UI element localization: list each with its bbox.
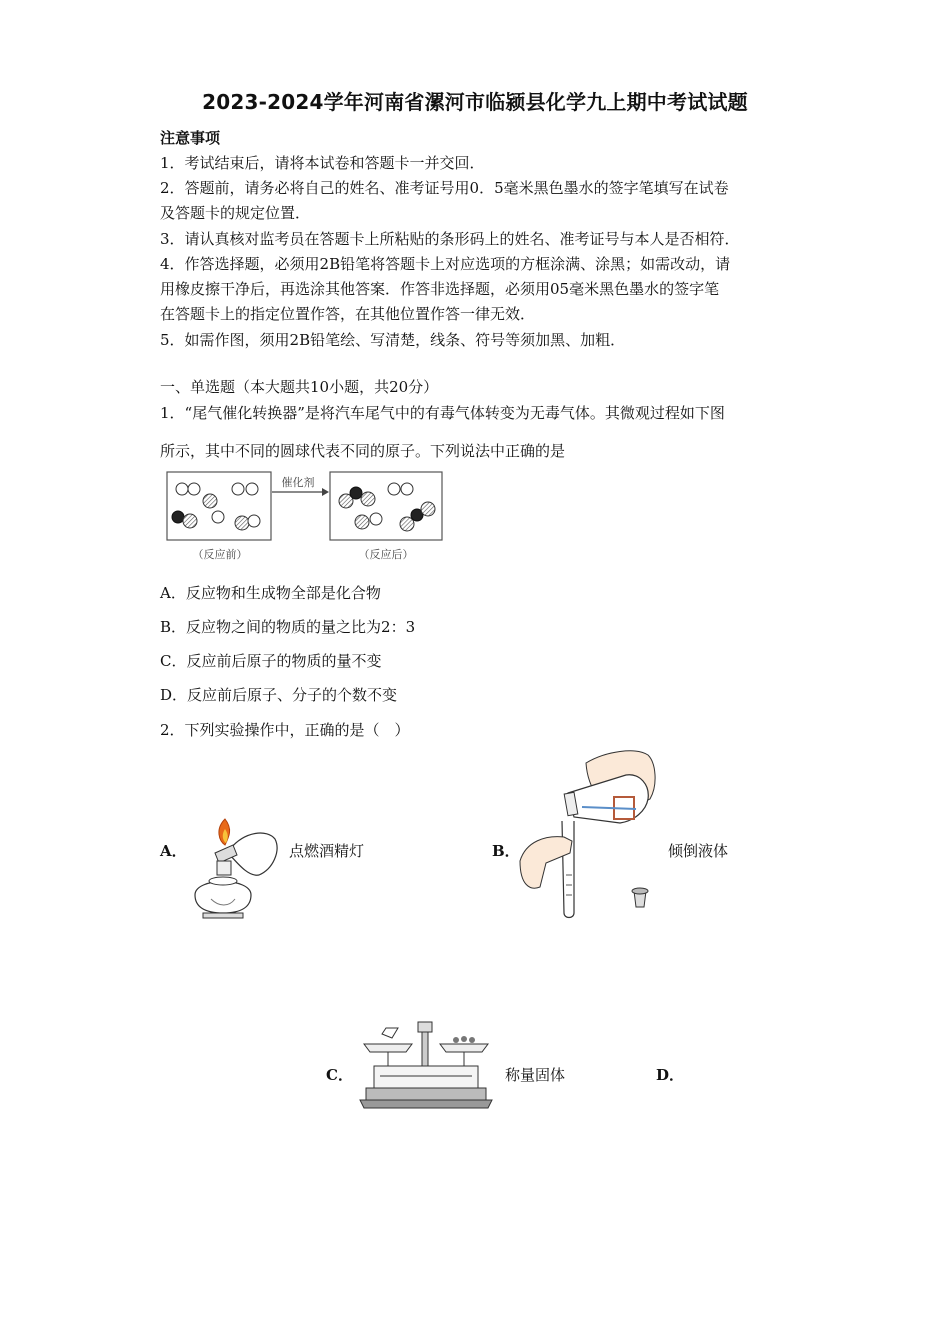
- notice-line: 2．答题前，请务必将自己的姓名、准考证号用0．5毫米黑色墨水的签字笔填写在试卷: [160, 179, 729, 197]
- q1-option-c[interactable]: C．反应前后原子的物质的量不变: [160, 652, 382, 670]
- balance-scale-illustration: [356, 1020, 496, 1112]
- notice-line: 3．请认真核对监考员在答题卡上所粘贴的条形码上的姓名、准考证号与本人是否相符．: [160, 230, 740, 248]
- arrow: [272, 488, 329, 496]
- q1-stem: 所示，其中不同的圆球代表不同的原子。下列说法中正确的是: [160, 442, 566, 460]
- q2-option-c-caption: 称量固体: [505, 1066, 566, 1084]
- notice-line: 5．如需作图，须用2B铅笔绘、写清楚，线条、符号等须加黑、加粗．: [160, 331, 626, 349]
- q2-option-b-letter[interactable]: B．: [492, 842, 520, 860]
- alcohol-lamp-illustration: [185, 815, 283, 921]
- notice-line: 用橡皮擦干净后，再选涂其他答案．作答非选择题，必须用05毫米黑色墨水的签字笔: [160, 280, 720, 298]
- notice-heading: 注意事项: [160, 129, 221, 147]
- notice-line: 及答题卡的规定位置．: [160, 204, 311, 222]
- q2-option-a-letter[interactable]: A．: [160, 842, 187, 860]
- notice-line: 1．考试结束后，请将本试卷和答题卡一并交回．: [160, 154, 485, 172]
- q1-option-a[interactable]: A．反应物和生成物全部是化合物: [160, 584, 381, 602]
- arrow-label: 催化剂: [281, 476, 315, 489]
- section-heading: 一、单选题（本大题共10小题，共20分）: [160, 378, 439, 396]
- q2-option-b-caption: 倾倒液体: [668, 842, 729, 860]
- before-box: [167, 472, 271, 540]
- q2-stem: 2．下列实验操作中，正确的是（ ）: [160, 721, 410, 739]
- q1-reaction-figure: [162, 468, 446, 564]
- notice-line: 4．作答选择题，必须用2B铅笔将答题卡上对应选项的方框涂满、涂黑；如需改动，请: [160, 255, 731, 273]
- pour-liquid-illustration: [516, 745, 664, 920]
- q1-stem: 1．“尾气催化转换器”是将汽车尾气中的有毒气体转变为无毒气体。其微观过程如下图: [160, 404, 725, 422]
- q2-option-d-letter[interactable]: D．: [656, 1066, 685, 1084]
- page-title: 2023-2024学年河南省漯河市临颍县化学九上期中考试试题: [202, 90, 748, 114]
- q2-option-a-caption: 点燃酒精灯: [289, 842, 365, 860]
- q1-option-b[interactable]: B．反应物之间的物质的量之比为2：3: [160, 618, 416, 636]
- after-label: （反应后）: [358, 548, 414, 561]
- after-box: [330, 472, 442, 540]
- q1-option-d[interactable]: D．反应前后原子、分子的个数不变: [160, 686, 398, 704]
- before-label: （反应前）: [192, 548, 248, 561]
- notice-line: 在答题卡上的指定位置作答，在其他位置作答一律无效．: [160, 305, 536, 323]
- q2-option-c-letter[interactable]: C．: [326, 1066, 353, 1084]
